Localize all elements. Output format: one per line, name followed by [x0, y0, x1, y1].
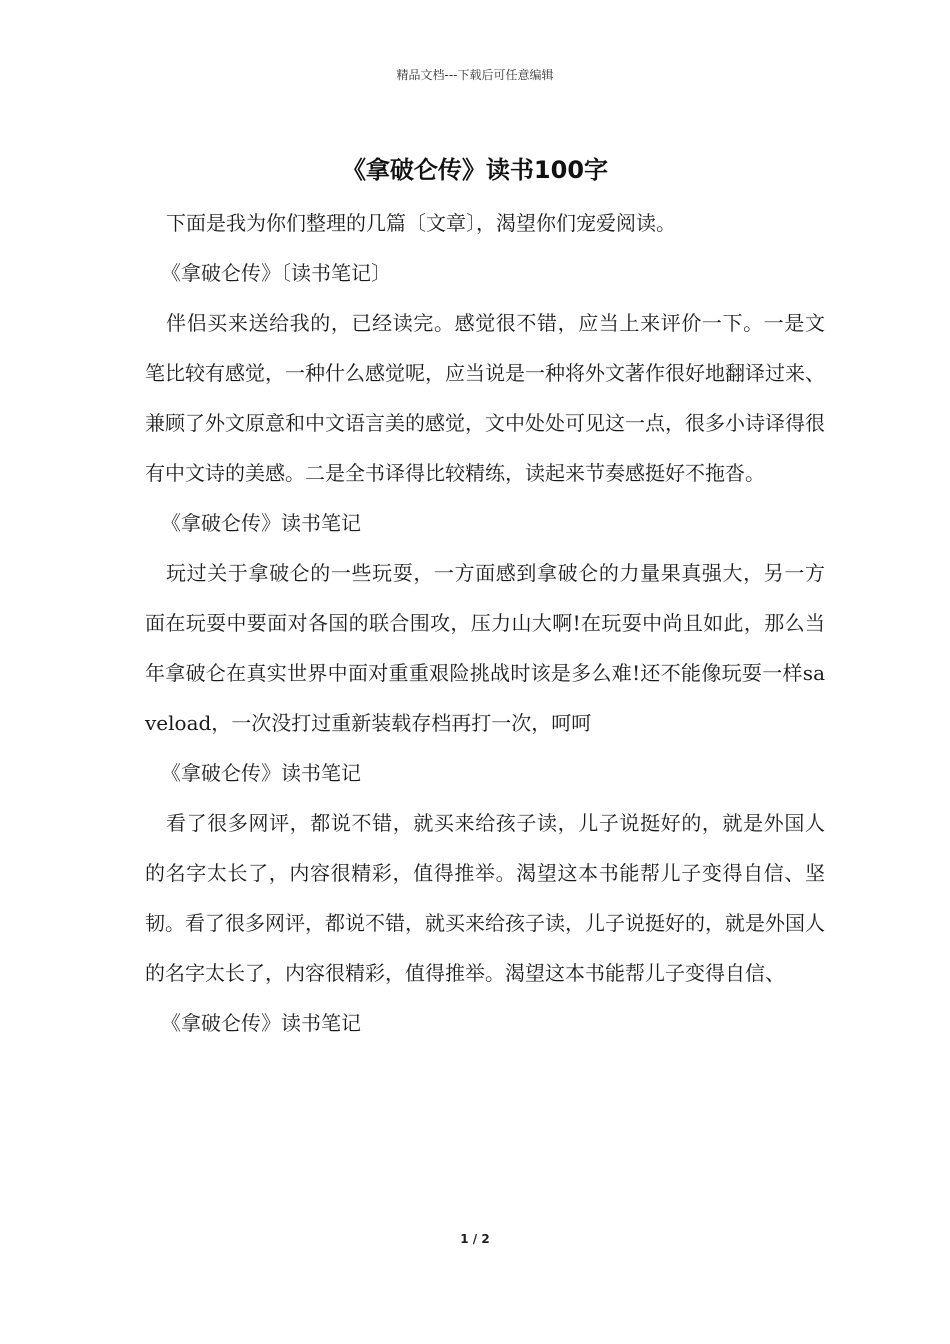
section-paragraph: 伴侣买来送给我的，已经读完。感觉很不错，应当上来评价一下。一是文笔比较有感觉，一种什么感觉呢，应当说是一种将外文著作很好地翻译过来、兼顾了外文原意和中文语言美的感觉，文中处处可见这一点，很多小诗译得很有中文诗的美感。二是全书译得比较精练，读起来节奏感挺好不拖沓。	[145, 311, 825, 485]
section-heading: 《拿破仑传》〔读书笔记〕	[161, 261, 391, 285]
section-heading: 《拿破仑传》读书笔记	[161, 1011, 361, 1035]
section-heading: 《拿破仑传》读书笔记	[161, 511, 361, 535]
intro-paragraph: 下面是我为你们整理的几篇〔文章〕，渴望你们宠爱阅读。	[166, 211, 676, 235]
section-paragraph: 玩过关于拿破仑的一些玩耍，一方面感到拿破仑的力量果真强大，另一方面在玩耍中要面对各国的联合围攻，压力山大啊!在玩耍中尚且如此，那么当年拿破仑在真实世界中面对重重艰险挑战时该是多么难!还不能像玩耍一样saveload，一次没打过重新装载存档再打一次，呵呵	[145, 561, 825, 735]
section-paragraph: 看了很多网评，都说不错，就买来给孩子读，儿子说挺好的，就是外国人的名字太长了，内容很精彩，值得推举。渴望这本书能帮儿子变得自信、坚韧。看了很多网评，都说不错，就买来给孩子读，儿子说挺好的，就是外国人的名字太长了，内容很精彩，值得推举。渴望这本书能帮儿子变得自信、	[145, 811, 825, 985]
page-number: 1 / 2	[460, 1232, 490, 1246]
section-heading: 《拿破仑传》读书笔记	[161, 761, 361, 785]
document-title: 《拿破仑传》读书100字	[341, 156, 609, 184]
page-header: 精品文档---下载后可任意编辑	[396, 68, 554, 82]
document-body	[145, 198, 825, 1048]
